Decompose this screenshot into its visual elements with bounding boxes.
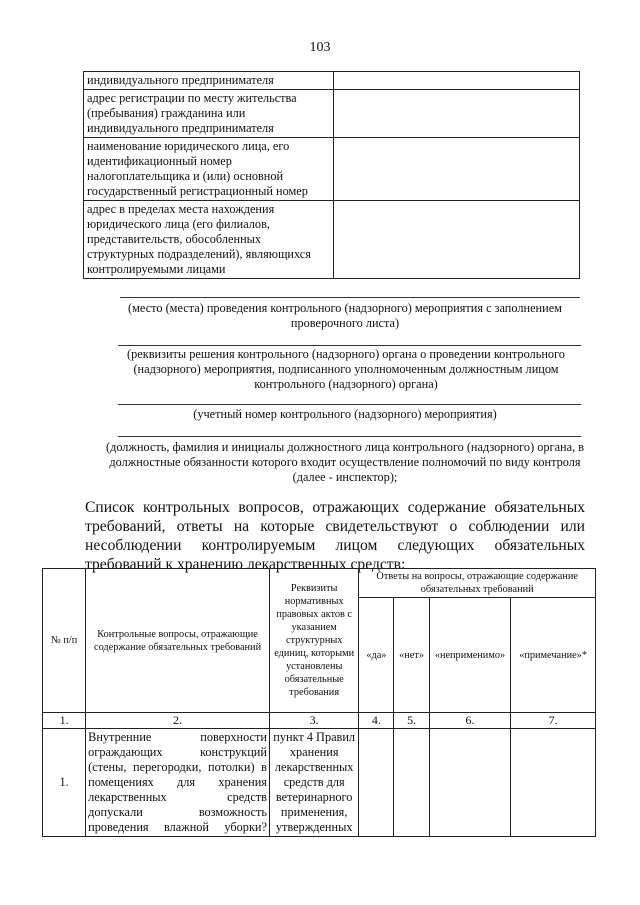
list-title: Список контрольных вопросов, отражающих содержание обязательных требований, ответы на которые свидетельствуют о соблюдении или несоблюдении контролируемым лицом следующих обязательных требований к хранению лекарственных средств: <box>85 499 585 573</box>
header-yes: «да» <box>359 598 394 713</box>
checklist-table <box>42 568 596 837</box>
answer-yes-cell[interactable] <box>359 729 394 837</box>
row-value <box>333 90 580 138</box>
table-row <box>43 729 596 837</box>
column-number: 5. <box>394 713 429 729</box>
answer-no-cell[interactable] <box>394 729 429 837</box>
row-label: адрес в пределах места нахождения юридического лица (его филиалов, представительств, обособленных структурных подразделений), являющихся контролируемыми лицами <box>84 201 334 279</box>
header-note: «примечание»* <box>511 598 596 713</box>
account-number-fill-line <box>118 404 581 405</box>
table-row <box>84 72 580 90</box>
row-label: индивидуального предпринимателя <box>84 72 334 90</box>
answer-not-applicable-cell[interactable] <box>429 729 510 837</box>
table-row <box>84 201 580 279</box>
row-norm: пункт 4 Правил хранения лекарственных средств для ветеринарного применения, утвержденных <box>269 729 358 837</box>
column-number: 2. <box>86 713 270 729</box>
row-value <box>333 138 580 201</box>
table-row <box>84 138 580 201</box>
column-number: 7. <box>511 713 596 729</box>
subject-info-table <box>83 71 580 279</box>
header-question: Контрольные вопросы, отражающие содержание обязательных требований <box>86 569 270 713</box>
column-number: 4. <box>359 713 394 729</box>
header-not-applicable: «неприменимо» <box>429 598 510 713</box>
column-number: 6. <box>429 713 510 729</box>
table-header-row <box>43 569 596 598</box>
column-number: 1. <box>43 713 86 729</box>
row-value <box>333 72 580 90</box>
row-index: 1. <box>43 729 86 837</box>
answer-note-cell[interactable] <box>511 729 596 837</box>
row-label: адрес регистрации по месту жительства (пребывания) гражданина или индивидуального предпринимателя <box>84 90 334 138</box>
row-question: Внутренние поверхности ограждающих конструкций (стены, перегородки, потолки) в помещениях для хранения лекарственных средств допускали возможность проведения влажной уборки? <box>86 729 270 837</box>
decision-caption: (реквизиты решения контрольного (надзорного) органа о проведении контрольного (надзорного) мероприятия, подписанного уполномоченным должностным лицом контрольного (надзорного) органа) <box>127 347 565 391</box>
header-answers-group: Ответы на вопросы, отражающие содержание обязательных требований <box>359 569 596 598</box>
header-num: № п/п <box>43 569 86 713</box>
column-number-row <box>43 713 596 729</box>
place-fill-line <box>120 297 580 298</box>
header-no: «нет» <box>394 598 429 713</box>
page-number: 103 <box>309 40 331 55</box>
row-value <box>333 201 580 279</box>
row-label: наименование юридического лица, его идентификационный номер налогоплательщика и (или) основной государственный регистрационный номер <box>84 138 334 201</box>
inspector-caption: (должность, фамилия и инициалы должностного лица контрольного (надзорного) органа, в должностные обязанности которого входит осуществление полномочий по виду контроля (далее - инспектор); <box>105 440 585 484</box>
decision-fill-line <box>118 345 581 346</box>
table-row <box>84 90 580 138</box>
account-number-caption: (учетный номер контрольного (надзорного) мероприятия) <box>193 407 497 421</box>
column-number: 3. <box>269 713 358 729</box>
header-norms: Реквизиты нормативных правовых актов с указанием структурных единиц, которыми установлены обязательные требования <box>269 569 358 713</box>
inspector-fill-line <box>118 436 581 437</box>
place-caption: (место (места) проведения контрольного (надзорного) мероприятия с заполнением проверочного листа) <box>128 301 562 330</box>
